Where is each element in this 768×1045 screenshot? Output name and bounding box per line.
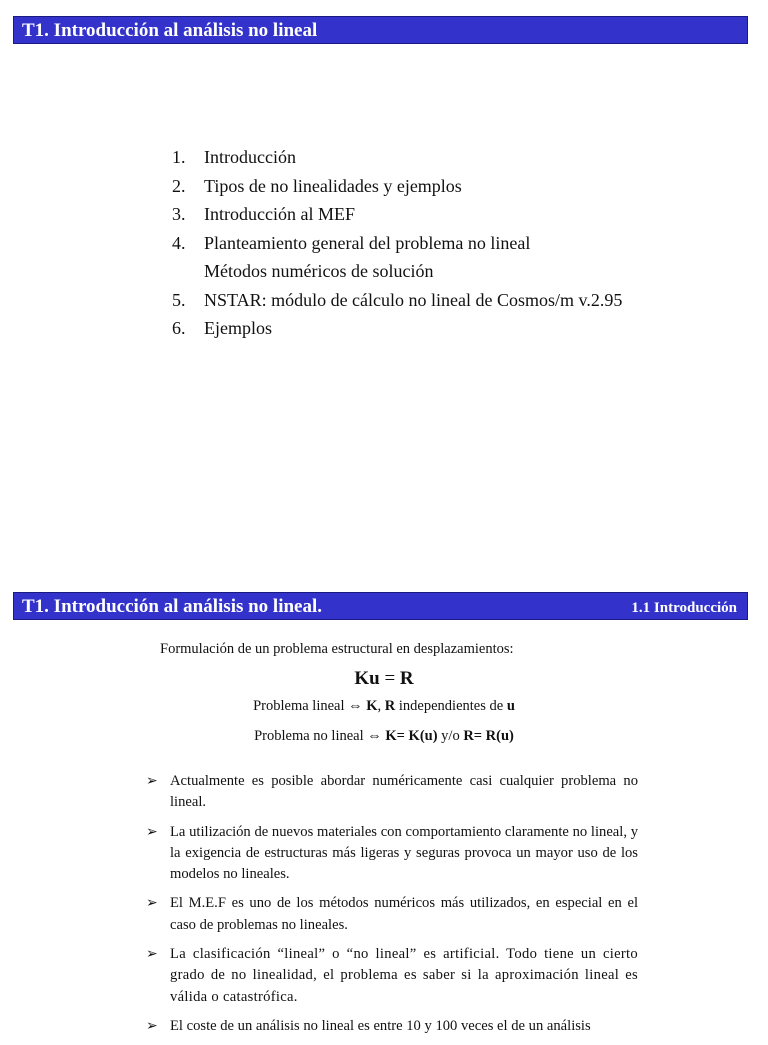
page2-header-bar: [13, 592, 748, 620]
nonlinear-and-or: y/o: [437, 728, 464, 744]
toc-text: Introducción al MEF: [204, 204, 355, 224]
nonlinear-r-of-u: R= R(u): [463, 728, 514, 744]
arrow-bullet-icon: ➢: [146, 896, 158, 912]
linear-problem-line: [0, 698, 768, 715]
equation-ku: Ku: [354, 668, 380, 689]
linear-comma: ,: [377, 698, 385, 714]
arrow-bullet-icon: ➢: [146, 824, 158, 840]
nonlinear-k-of-u: K= K(u): [385, 728, 438, 744]
toc-number: 2.: [172, 175, 186, 196]
toc-item: [172, 286, 622, 315]
bullet-item: [146, 1016, 638, 1037]
page1-header-bar: [13, 16, 748, 44]
toc-text: Tipos de no linealidades y ejemplos: [204, 175, 462, 196]
bullet-list: [146, 771, 638, 1045]
formulation-subtitle: Formulación de un problema estructural en desplazamientos:: [160, 641, 514, 657]
bullet-text: La clasificación “lineal” o “no lineal” es artificial. Todo tiene un cierto grado de no linealidad, el problema es saber si la aproximación lineal es válida o catastrófica.: [170, 946, 638, 1005]
toc-number: 1.: [172, 147, 186, 167]
toc-item: [172, 172, 622, 201]
toc-number: 4.: [172, 232, 186, 253]
bullet-item: [146, 771, 638, 814]
toc-text: Introducción: [204, 147, 296, 167]
toc-number: 6.: [172, 318, 186, 338]
toc-text: Planteamiento general del problema no lineal: [204, 232, 531, 253]
toc-text: NSTAR: módulo de cálculo no lineal de Cosmos/m v.2.95: [204, 289, 623, 310]
bullet-item: [146, 944, 638, 1008]
linear-u: u: [506, 698, 515, 714]
arrow-bullet-icon: ➢: [146, 947, 158, 963]
nonlinear-prefix: Problema no lineal ⇔: [254, 728, 386, 744]
nonlinear-problem-line: [0, 728, 768, 745]
bullet-text: El M.E.F es uno de los métodos numéricos más utilizados, en especial en el caso de problemas no lineales.: [170, 895, 638, 933]
linear-middle: independientes de: [395, 698, 507, 714]
bullet-text: La utilización de nuevos materiales con comportamiento claramente no lineal, y la exigencia de estructuras más ligeras y seguras provoca un mayor uso de los modelos no lineales.: [170, 823, 638, 883]
toc-text: Ejemplos: [204, 318, 272, 338]
toc-number: 3.: [172, 204, 186, 224]
equation-r: R: [399, 668, 414, 689]
main-equation: [0, 668, 768, 690]
linear-prefix: Problema lineal ⇔: [253, 698, 367, 714]
page1-header-title: T1. Introducción al análisis no lineal: [22, 20, 318, 41]
equation-equals: =: [379, 668, 400, 689]
bullet-text: El coste de un análisis no lineal es entre 10 y 100 veces el de un análisis: [170, 1017, 591, 1034]
table-of-contents: [172, 143, 622, 343]
arrow-bullet-icon: ➢: [146, 774, 158, 789]
toc-item: [172, 314, 622, 343]
bullet-text: Actualmente es posible abordar numéricamente casi cualquier problema no lineal.: [170, 773, 638, 811]
linear-r: R: [384, 698, 396, 714]
toc-item: [172, 143, 622, 172]
toc-number: 5.: [172, 289, 186, 310]
toc-number: [172, 257, 204, 286]
linear-k: K: [366, 698, 378, 714]
toc-text: Métodos numéricos de solución: [204, 261, 434, 281]
page2-header-title: T1. Introducción al análisis no lineal.: [22, 596, 323, 617]
arrow-bullet-icon: ➢: [146, 1018, 158, 1034]
bullet-item: [146, 893, 638, 936]
page2-section-label: 1.1 Introducción: [631, 600, 737, 616]
bullet-item: [146, 822, 638, 886]
toc-item: [172, 229, 622, 258]
toc-item-continuation: [172, 257, 622, 286]
toc-item: [172, 200, 622, 229]
